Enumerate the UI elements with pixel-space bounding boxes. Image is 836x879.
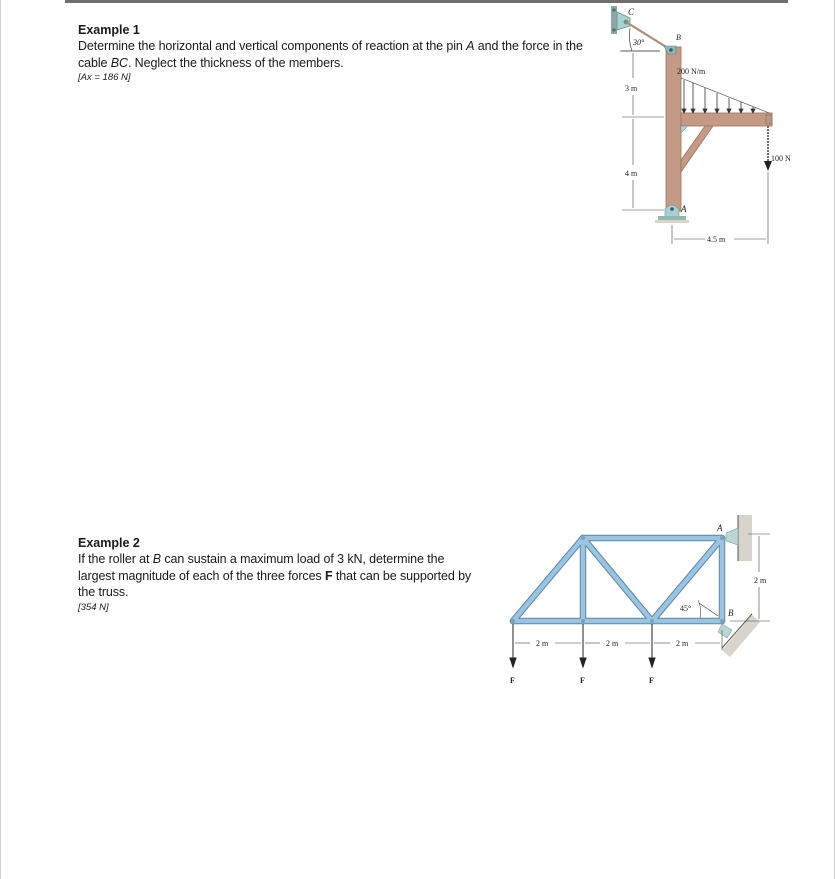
- text-run: that can be supported by the truss.: [78, 568, 472, 599]
- example-2-truss-figure: [495, 505, 785, 695]
- force-arrows: [510, 624, 655, 667]
- label-b: B: [676, 33, 681, 42]
- dim-lower-label: 4 m: [625, 169, 638, 178]
- example-1-title: Example 1: [78, 23, 140, 37]
- diagonal-brace: [681, 126, 713, 172]
- example-1-frame-figure: [595, 0, 815, 260]
- example-2: [78, 535, 478, 614]
- example-2-title: Example 2: [78, 536, 140, 550]
- angle-arc: [629, 28, 632, 51]
- page-border-left: [0, 0, 1, 879]
- force-1-label: F: [510, 676, 515, 685]
- angle-label: 45°: [680, 604, 692, 613]
- text-run-italic: A: [466, 39, 475, 53]
- force-label: 100 N: [771, 154, 791, 163]
- label-c: C: [628, 7, 635, 17]
- text-run: If the roller at: [78, 552, 153, 566]
- label-a: A: [717, 523, 723, 533]
- force-3-label: F: [649, 676, 654, 685]
- text-run-italic: B: [152, 552, 161, 566]
- horizontal-beam: [681, 113, 772, 126]
- example-2-answer: [354 N]: [78, 601, 109, 613]
- page-border-right: [834, 0, 835, 879]
- dim-2-label: 2 m: [606, 639, 619, 648]
- text-run-bold: F: [324, 568, 333, 583]
- example-1-answer: [Ax = 186 N]: [78, 72, 131, 83]
- example-1-problem-text: [78, 38, 598, 71]
- label-b: B: [728, 608, 734, 618]
- angle-label: 30°: [633, 38, 645, 47]
- dim-3-label: 2 m: [676, 639, 689, 648]
- text-run: can sustain a maximum load of 3 kN, determine the largest magnitude of each of the three forces: [78, 552, 445, 583]
- text-run-italic: BC: [110, 55, 128, 70]
- wall-support-a: [726, 515, 752, 561]
- dim-1-label: 2 m: [536, 639, 549, 648]
- load-label: 200 N/m: [677, 67, 706, 76]
- label-a: A: [681, 204, 687, 214]
- force-2-label: F: [580, 676, 585, 685]
- example-2-problem-text: [78, 551, 478, 601]
- angle-arc: [698, 600, 701, 618]
- vertical-dimension: [622, 51, 664, 210]
- point-load-arrow: [764, 126, 772, 171]
- dim-vertical-label: 2 m: [754, 576, 767, 585]
- text-run: Determine the horizontal and vertical components of reaction at the pin: [78, 39, 467, 53]
- dim-upper-label: 3 m: [625, 84, 638, 93]
- dim-horizontal-label: 4.5 m: [707, 235, 726, 244]
- distributed-load: [681, 78, 769, 113]
- text-run: and the force in the cable: [78, 39, 583, 70]
- text-run: . Neglect the thickness of the members.: [127, 55, 344, 70]
- example-1: [78, 22, 598, 84]
